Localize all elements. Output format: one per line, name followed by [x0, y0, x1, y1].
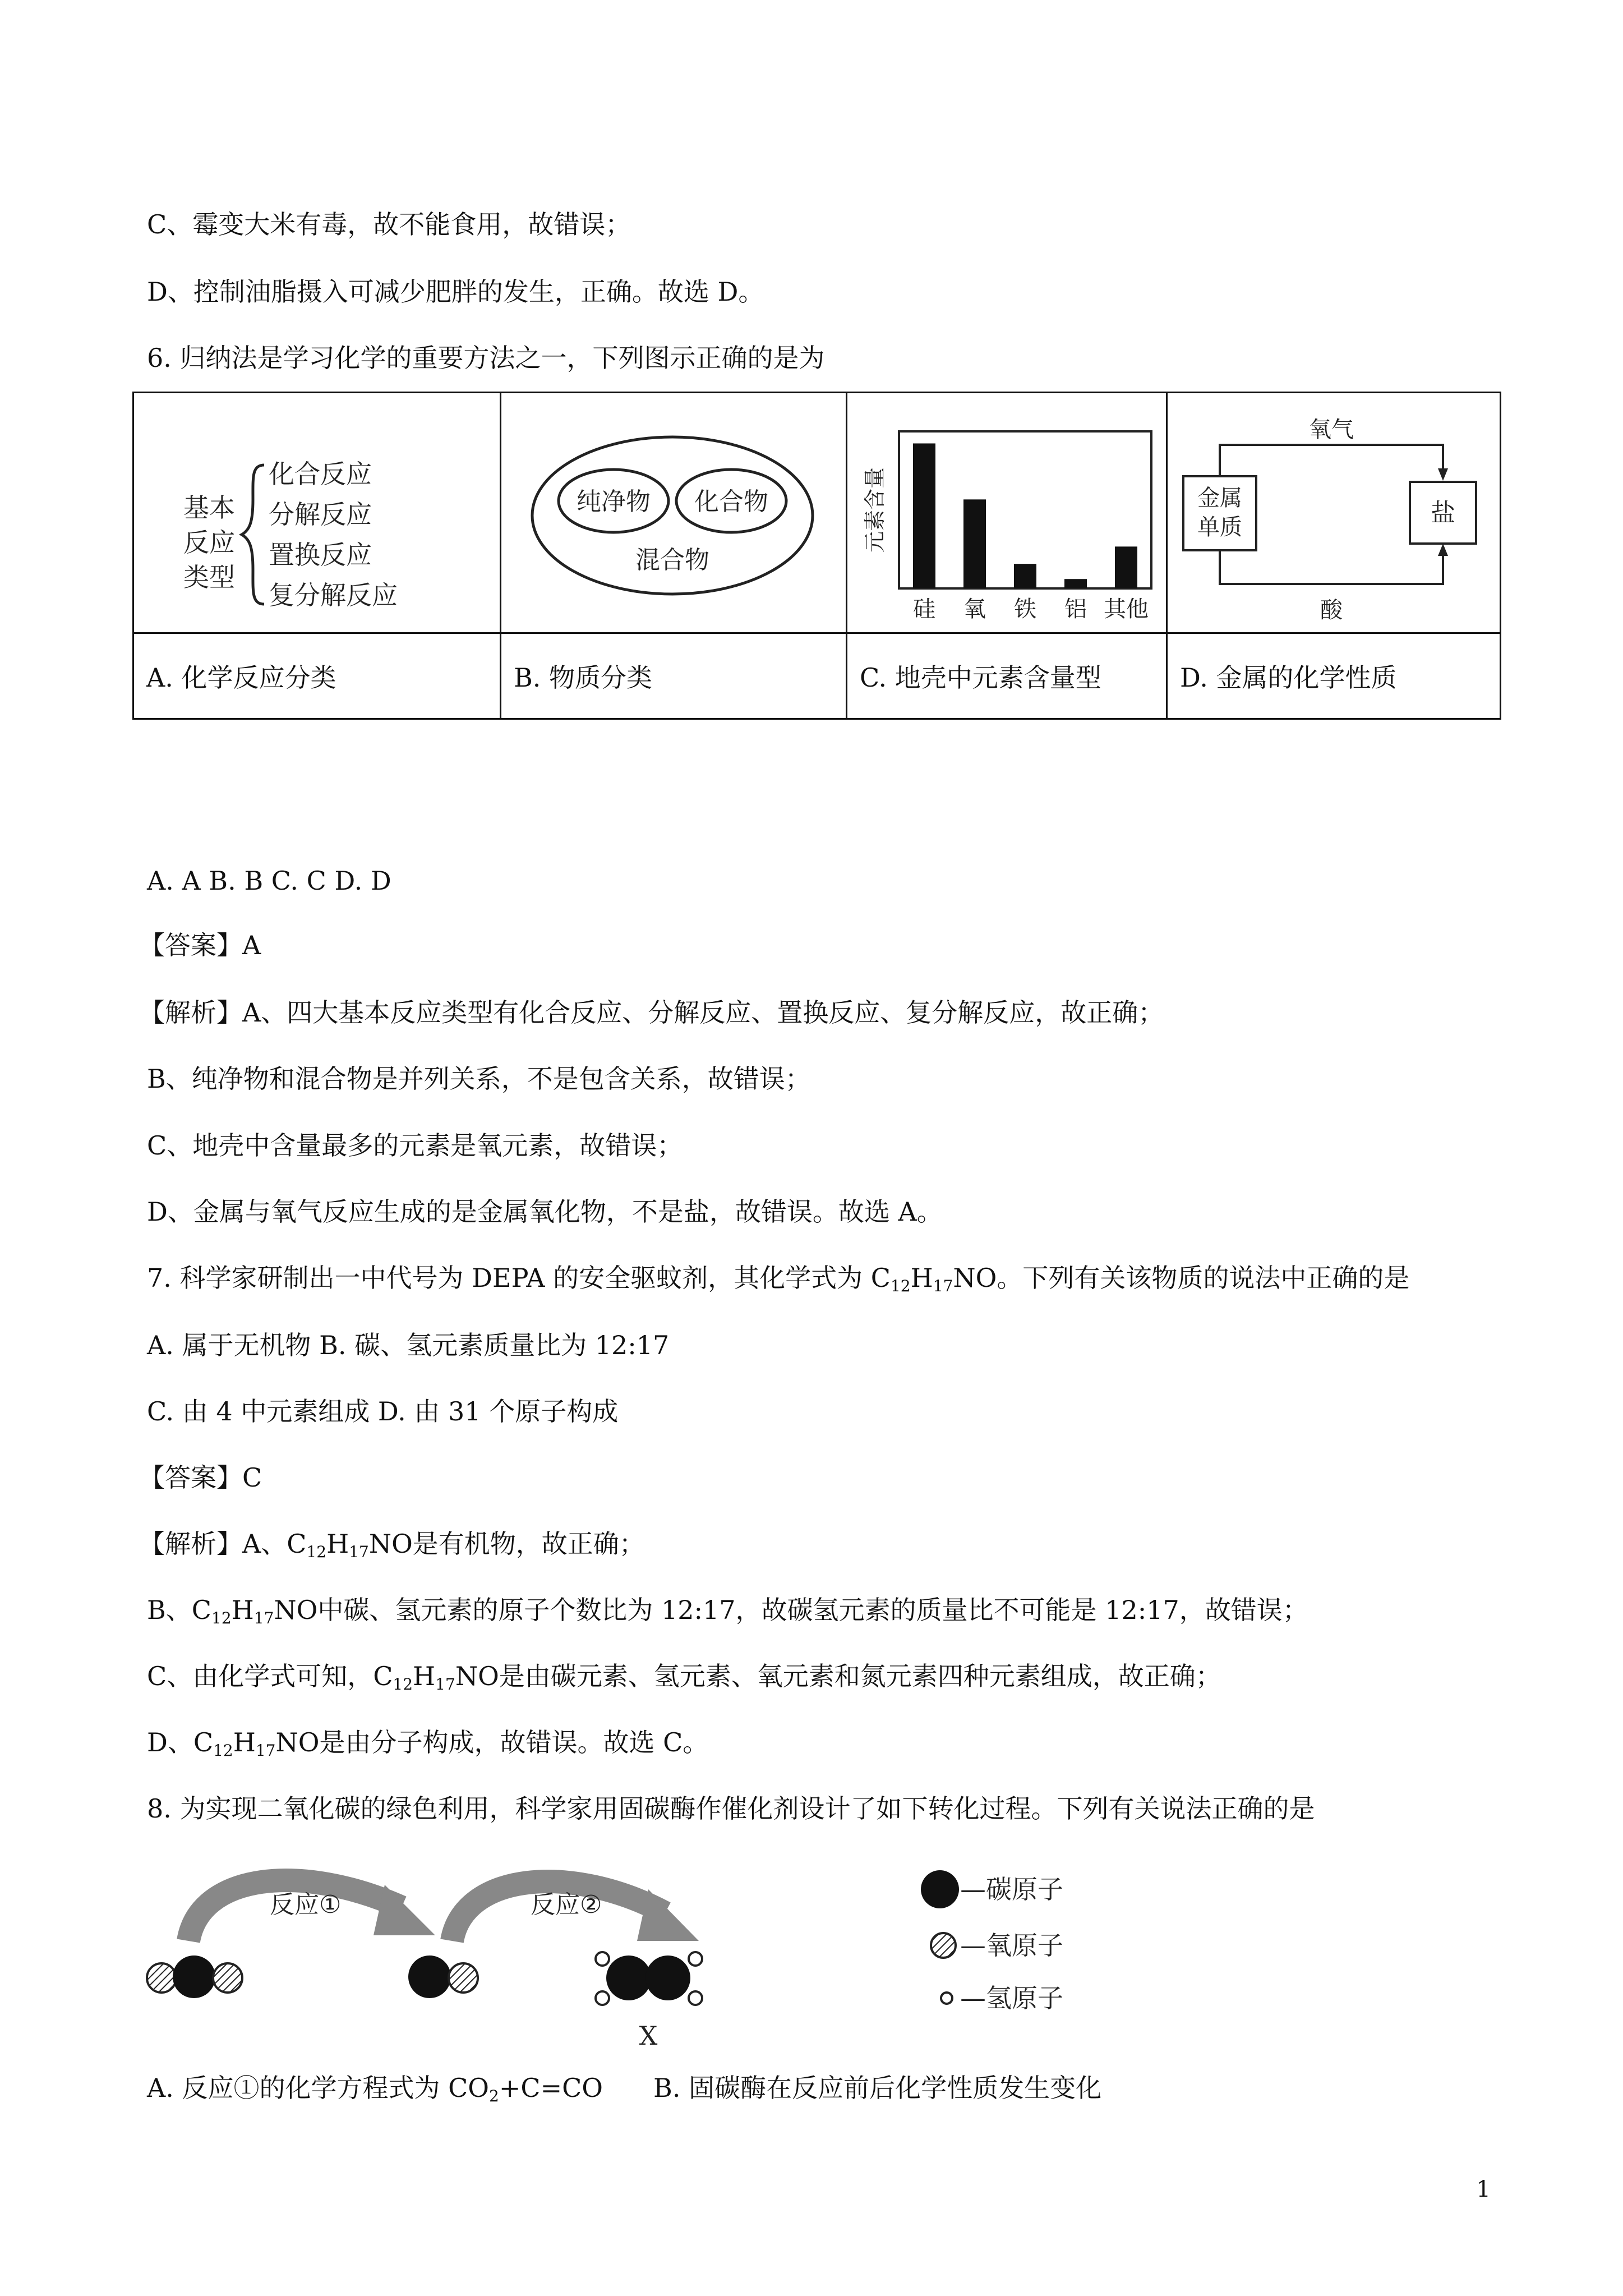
q8-options-ab: A. 反应①的化学方程式为 $CO_2+C=CO$ B. 固碳酶在反应前后化学性质发生变化	[147, 2073, 1102, 2105]
caption-b: B. 物质分类	[501, 633, 847, 719]
question-7: 7. 科学家研制出一中代号为 DEPA 的安全驱蚊剂，其化学式为 $C_{12}H_{17}NO$。下列有关该物质的说法中正确的是	[147, 1263, 1410, 1295]
bar-1	[963, 499, 986, 588]
fig-d-flow-diagram	[1168, 393, 1500, 632]
q7-explanation-d: D、$C_{12}H_{17}NO$是由分子构成，故错误。故选 C。	[147, 1727, 709, 1760]
fig-a-item-1: 化合反应	[269, 459, 372, 489]
fig-b-inner-left: 纯净物	[577, 487, 651, 516]
q6-explanation-a: 【解析】A、四大基本反应类型有化合反应、分解反应、置换反应、复分解反应，故正确；	[139, 997, 1164, 1028]
fig-a-item-3: 置换反应	[269, 540, 372, 570]
x-tick-label: 其他	[1104, 596, 1149, 622]
q7-answer: 【答案】C	[139, 1462, 262, 1493]
box-salt-label: 盐	[1431, 499, 1455, 527]
oxygen-legend-icon	[931, 1933, 956, 1958]
fig-b-outer: 混合物	[635, 546, 709, 574]
x-tick-label: 铝	[1064, 596, 1087, 622]
caption-d: D. 金属的化学性质	[1167, 633, 1501, 719]
x-tick-label: 氧	[963, 596, 986, 622]
fig-a-brace-diagram	[134, 393, 500, 632]
bar-2	[1014, 564, 1036, 588]
arrow-oxygen-label: 氧气	[1309, 417, 1354, 443]
box-metal-line-1: 金属	[1197, 485, 1242, 511]
page-number: 1	[1476, 2177, 1491, 2202]
q7-explanation-b: B、$C_{12}H_{17}NO$中碳、氢元素的原子个数比为 12:17，故碳氢元素的质量比不可能是 12:17，故错误；	[147, 1595, 1308, 1627]
arrow-acid-label: 酸	[1320, 597, 1343, 623]
q8-reaction-diagram	[132, 1851, 1097, 2059]
x-tick-label: 硅	[913, 596, 935, 622]
q6-explanation-b: B、纯净物和混合物是并列关系，不是包含关系，故错误；	[147, 1064, 811, 1094]
reaction-1-label: 反应①	[270, 1890, 342, 1919]
fig-a-item-4: 复分解反应	[269, 580, 398, 610]
q6-options: A. A B. B C. C D. D	[147, 866, 391, 896]
x-molecule	[596, 1952, 702, 2005]
caption-a: A. 化学反应分类	[133, 633, 501, 719]
q7-options-ab: A. 属于无机物 B. 碳、氢元素质量比为 12:17	[147, 1330, 670, 1360]
caption-c: C. 地壳中元素含量型	[847, 633, 1167, 719]
q7-explanation-c: C、由化学式可知，$C_{12}H_{17}NO$是由碳元素、氢元素、氧元素和氮元素四种元素组成，故正确；	[147, 1661, 1221, 1694]
legend-hydrogen: —氢原子	[960, 1983, 1063, 2013]
text-line: C、霉变大米有毒，故不能食用，故错误；	[147, 209, 631, 240]
carbon-legend-icon	[921, 1870, 959, 1908]
question-8: 8. 为实现二氧化碳的绿色利用，科学家用固碳酶作催化剂设计了如下转化过程。下列有关说法正确的是	[147, 1793, 1315, 1824]
q6-answer: 【答案】A	[139, 930, 261, 960]
bar-4	[1115, 546, 1137, 588]
q6-explanation-d: D、金属与氧气反应生成的是金属氧化物，不是盐，故错误。故选 A。	[147, 1197, 943, 1227]
co-molecule	[408, 1955, 478, 1998]
fig-a-left-1: 基本	[183, 493, 235, 523]
q7-options-cd: C. 由 4 中元素组成 D. 由 31 个原子构成	[147, 1396, 619, 1427]
fig-a-left-3: 类型	[183, 562, 235, 592]
text-line: D、控制油脂摄入可减少肥胖的发生，正确。故选 D。	[147, 277, 764, 307]
legend-oxygen: —氧原子	[960, 1930, 1063, 1961]
x-tick-label: 铁	[1014, 596, 1036, 622]
box-metal-line-2: 单质	[1197, 514, 1242, 540]
bar-0	[913, 443, 935, 588]
co2-molecule	[147, 1955, 242, 1998]
legend-carbon: —碳原子	[960, 1874, 1063, 1904]
q7-explanation-a: 【解析】A、$C_{12}H_{17}NO$是有机物，故正确；	[139, 1529, 645, 1561]
fig-a-cell	[133, 393, 501, 633]
fig-c-bar-chart	[847, 393, 1166, 632]
hydrogen-legend-icon	[941, 1993, 952, 2004]
q6-explanation-c: C、地壳中含量最多的元素是氧元素，故错误；	[147, 1130, 683, 1161]
x-label: X	[639, 2021, 658, 2051]
reaction-2-label: 反应②	[531, 1890, 602, 1919]
fig-b-cell	[501, 393, 847, 633]
fig-a-item-2: 分解反应	[269, 499, 372, 530]
fig-b-venn-diagram	[501, 393, 846, 632]
fig-d-cell	[1167, 393, 1501, 633]
fig-c-cell	[847, 393, 1167, 633]
q6-figure-table	[132, 392, 1501, 720]
y-axis-label: 元素含量	[863, 467, 887, 553]
bar-3	[1064, 579, 1087, 588]
fig-a-left-2: 反应	[183, 527, 235, 558]
fig-b-inner-right: 化合物	[694, 487, 768, 516]
question-6: 6. 归纳法是学习化学的重要方法之一，下列图示正确的是为	[147, 343, 825, 373]
